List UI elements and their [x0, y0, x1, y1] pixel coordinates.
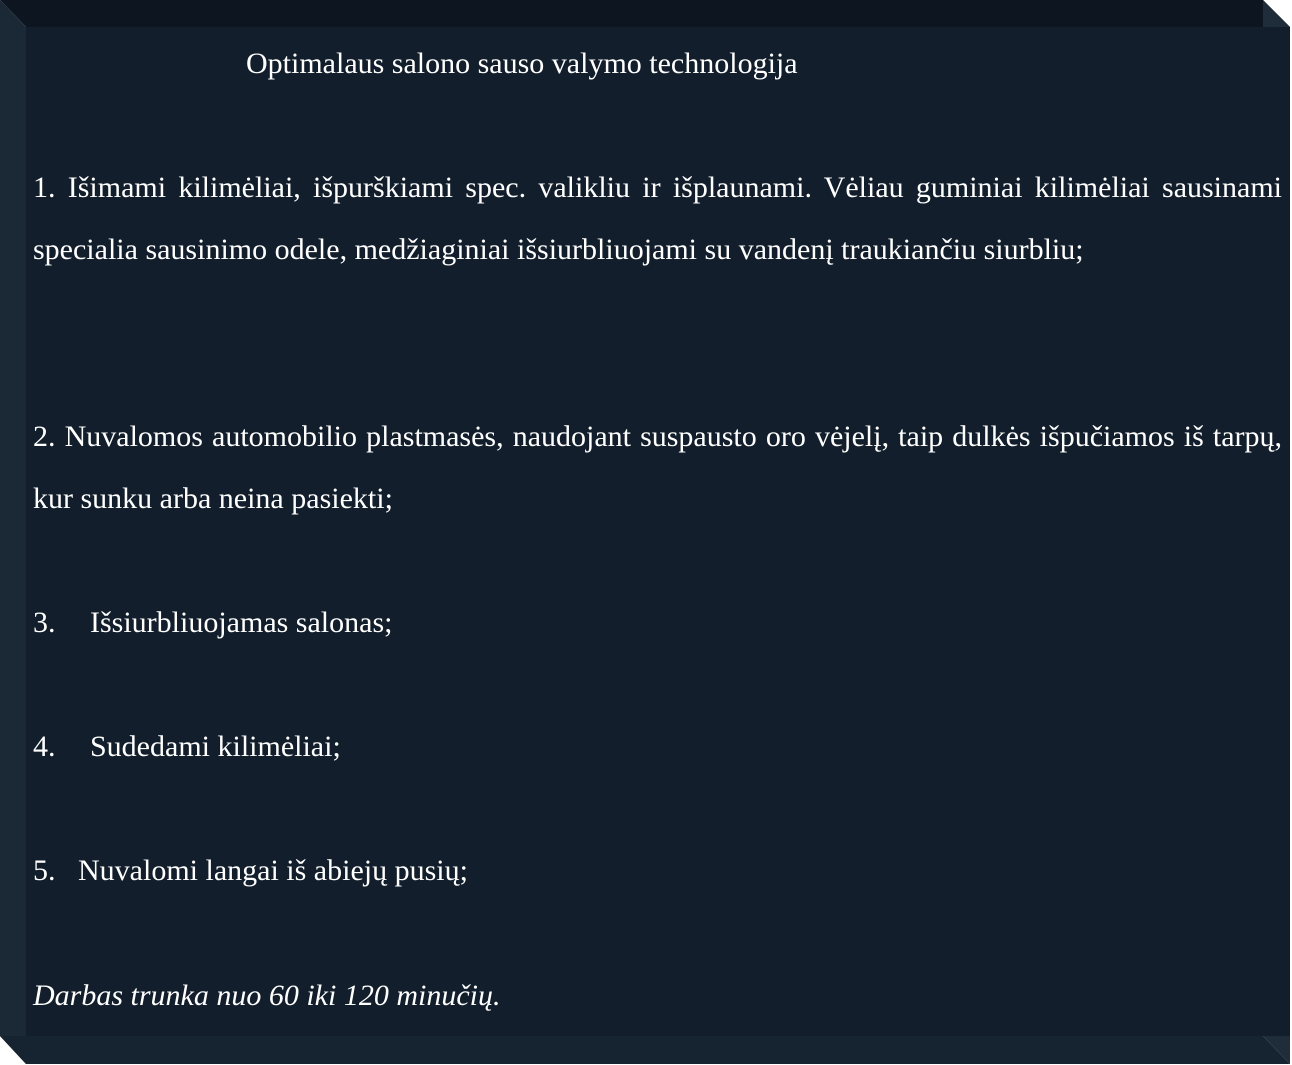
- list-item: [33, 157, 1282, 281]
- item-text: Išimami kilimėliai, išpurškiami spec. valikliu ir išplaunami. Vėliau guminiai kilimėliai sausinami specialia sausinimo odele, medžiaginiai išsiurbliuojami su vandenį traukiančiu siurbliu;: [33, 171, 1282, 266]
- list-item: [33, 727, 341, 767]
- list-item: [33, 406, 1282, 530]
- document-title: Optimalaus salono sauso valymo technologija: [246, 47, 798, 80]
- item-text: Nuvalomi langai iš abiejų pusių;: [78, 854, 468, 887]
- item-number: 5.: [33, 854, 56, 887]
- item-number: 3.: [33, 606, 56, 639]
- item-number: 1.: [33, 171, 56, 204]
- panel-left-bevel: [0, 0, 26, 1064]
- list-item: [33, 603, 392, 643]
- item-text: Sudedami kilimėliai;: [90, 730, 341, 763]
- item-text: Nuvalomos automobilio plastmasės, naudojant suspausto oro vėjelį, taip dulkės išpučiamos iš tarpų, kur sunku arba neina pasiekti;: [33, 420, 1283, 515]
- document-content: [33, 0, 1282, 1065]
- item-number: 4.: [33, 730, 56, 763]
- item-text: Išsiurbliuojamas salonas;: [90, 606, 393, 639]
- footer-note: Darbas trunka nuo 60 iki 120 minučių.: [33, 979, 501, 1012]
- item-number: 2.: [33, 420, 56, 453]
- list-item: [33, 851, 468, 891]
